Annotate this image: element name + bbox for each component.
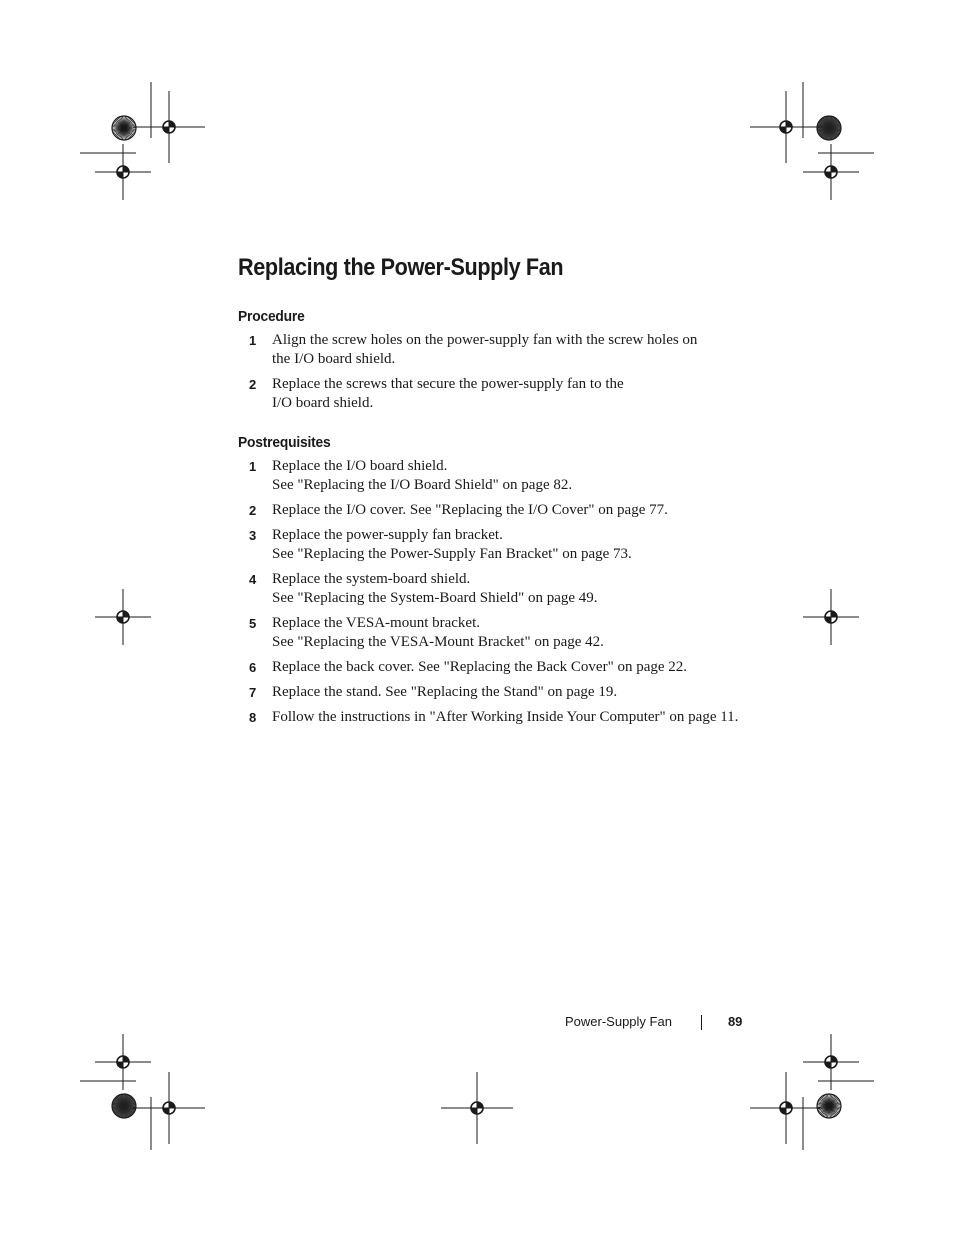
step-text: Replace the system-board shield. (272, 571, 471, 587)
footer-section-name: Power-Supply Fan (565, 1014, 672, 1029)
list-item (238, 526, 798, 564)
step-number: 1 (249, 459, 257, 474)
step-text: Replace the screws that secure the power-supply fan to the (272, 376, 624, 392)
step-number: 8 (249, 710, 257, 725)
step-text: Replace the I/O cover. See "Replacing the I/O Cover" on page 77. (272, 502, 668, 518)
registration-mark-icon (95, 1034, 151, 1090)
step-text: the I/O board shield. (272, 351, 396, 367)
step-number: 5 (249, 616, 257, 631)
step-number: 2 (249, 377, 257, 392)
step-text: Follow the instructions in "After Working Inside Your Computer" on page 11. (272, 709, 739, 725)
page-number: 89 (727, 1014, 743, 1029)
registration-mark-icon (803, 1034, 859, 1090)
step-number: 3 (249, 528, 257, 543)
section-heading-postrequisites: Postrequisites (238, 434, 331, 451)
registration-mark-icon (750, 91, 822, 163)
registration-mark-icon (133, 91, 205, 163)
registration-mark-icon (133, 1072, 205, 1144)
page-title: Replacing the Power-Supply Fan (238, 254, 564, 281)
postrequisite-steps (238, 457, 798, 727)
list-item (238, 501, 798, 520)
list-item (238, 708, 798, 727)
step-number: 2 (249, 503, 257, 518)
step-text: Replace the back cover. See "Replacing the Back Cover" on page 22. (272, 659, 688, 675)
step-text: Replace the power-supply fan bracket. (272, 527, 503, 543)
step-text: I/O board shield. (272, 395, 374, 411)
step-text: Align the screw holes on the power-supply fan with the screw holes on (272, 332, 698, 348)
step-number: 7 (249, 685, 257, 700)
starburst-target-icon (817, 116, 841, 140)
page-content (238, 254, 798, 733)
starburst-target-icon (112, 116, 136, 140)
starburst-target-icon (112, 1094, 136, 1118)
procedure-steps (238, 331, 798, 413)
list-item (238, 570, 798, 608)
section-heading-procedure: Procedure (238, 308, 305, 325)
starburst-target-icon (817, 1094, 841, 1118)
step-text: See "Replacing the VESA-Mount Bracket" on page 42. (272, 634, 604, 650)
list-item (238, 457, 798, 495)
step-number: 6 (249, 660, 257, 675)
registration-mark-icon (95, 144, 151, 200)
registration-mark-icon (441, 1072, 513, 1144)
footer-divider (701, 1015, 702, 1030)
registration-mark-icon (750, 1072, 822, 1144)
registration-mark-icon (803, 589, 859, 645)
registration-mark-icon (95, 589, 151, 645)
registration-mark-icon (803, 144, 859, 200)
step-text: See "Replacing the System-Board Shield" on page 49. (272, 590, 598, 606)
page-footer (565, 1014, 742, 1030)
step-text: See "Replacing the I/O Board Shield" on page 82. (272, 477, 573, 493)
list-item (238, 614, 798, 652)
step-text: Replace the I/O board shield. (272, 458, 448, 474)
list-item (238, 331, 798, 369)
list-item (238, 658, 798, 677)
step-number: 4 (249, 572, 257, 587)
step-text: Replace the VESA-mount bracket. (272, 615, 480, 631)
step-number: 1 (249, 333, 257, 348)
list-item (238, 683, 798, 702)
step-text: Replace the stand. See "Replacing the Stand" on page 19. (272, 684, 618, 700)
step-text: See "Replacing the Power-Supply Fan Bracket" on page 73. (272, 546, 632, 562)
list-item (238, 375, 798, 413)
